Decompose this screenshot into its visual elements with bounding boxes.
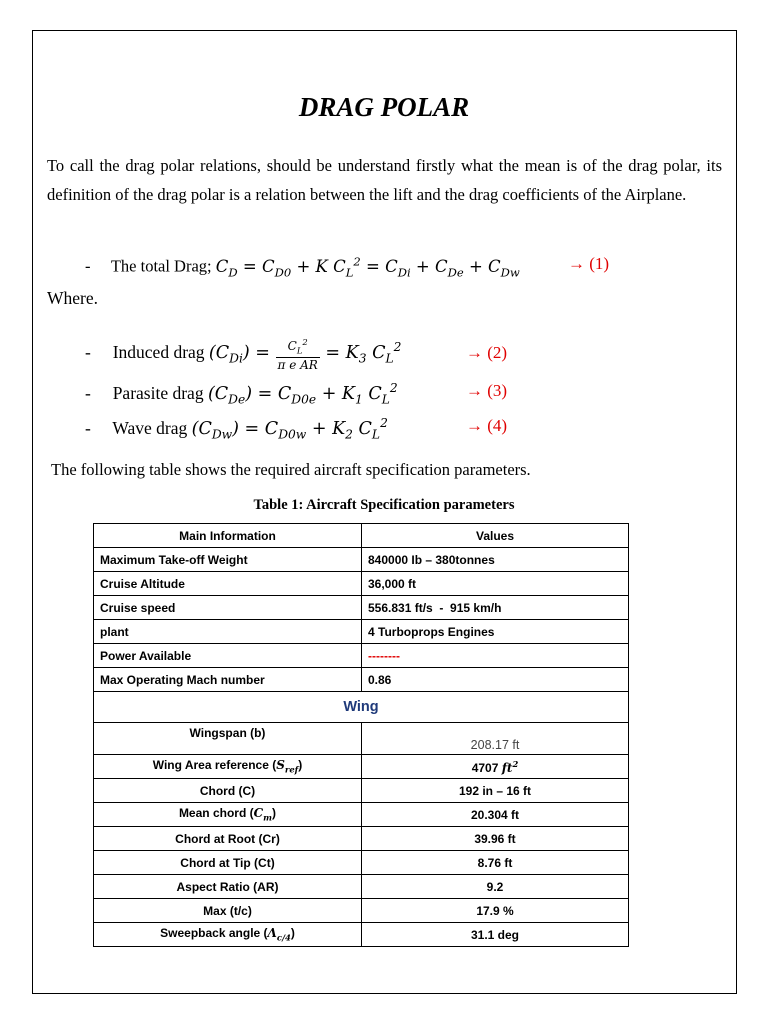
table-row <box>94 827 629 851</box>
equation-parasite-drag <box>85 381 398 406</box>
equation-label: The total Drag; <box>110 256 212 276</box>
equation-label: Parasite drag <box>112 382 204 403</box>
header-cell: Main Information <box>94 524 362 548</box>
table-row <box>94 596 629 620</box>
table-cell: Max Operating Mach number <box>94 668 362 692</box>
table-header-row <box>94 524 629 548</box>
table-cell: 39.96 ft <box>362 827 629 851</box>
equation-wave-drag <box>85 416 388 441</box>
table-cell: 8.76 ft <box>362 851 629 875</box>
formula: $(C_{Dw}) = C_{D0w} + K_2$ $C_L^2$ <box>191 416 388 442</box>
table-row <box>94 803 629 827</box>
table-cell: Sweepback angle $(\Lambda_{c/4})$ <box>94 923 362 947</box>
bullet: - <box>85 342 91 363</box>
table-caption: Table 1: Aircraft Specification parameters <box>253 497 515 513</box>
table-row <box>94 723 629 755</box>
bullet: - <box>85 256 91 276</box>
formula: $C_D = C_{D0} + K$ $C_L^2 = C_{Di} + C_{De} + C_{Dw}$ <box>215 254 520 279</box>
table-cell: Chord at Tip (Ct) <box>94 851 362 875</box>
table-cell: Maximum Take-off Weight <box>94 548 362 572</box>
intro-paragraph: To call the drag polar relations, should be understand firstly what the mean is of the drag polar, its definition of the drag polar is a relation between the lift and the drag coefficients of the Airplane. <box>47 156 722 204</box>
table-cell: 208.17 ft <box>362 723 629 755</box>
table-cell: 20.304 ft <box>362 803 629 827</box>
table-row <box>94 779 629 803</box>
equation-ref-4: → (4) <box>466 416 508 435</box>
table-cell: 0.86 <box>362 668 629 692</box>
table-row <box>94 620 629 644</box>
table-cell: 840000 Ib – 380tonnes <box>362 548 629 572</box>
table-cell: -------- <box>362 644 629 668</box>
formula: $(C_{De}) = C_{D0e} + K_1$ $C_L^2$ <box>207 381 398 407</box>
table-cell: Chord at Root (Cr) <box>94 827 362 851</box>
table-cell: Max (t/c) <box>94 899 362 923</box>
table-row <box>94 668 629 692</box>
table-cell: Wingspan (b) <box>94 723 362 755</box>
table-cell: 4 Turboprops Engines <box>362 620 629 644</box>
table-cell: Cruise speed <box>94 596 362 620</box>
table-cell: 17.9 % <box>362 899 629 923</box>
table-cell: Power Available <box>94 644 362 668</box>
table-cell: 36,000 ft <box>362 572 629 596</box>
table-cell: Aspect Ratio (AR) <box>94 875 362 899</box>
table-cell: 9.2 <box>362 875 629 899</box>
table-cell: 31.1 deg <box>362 923 629 947</box>
table-intro: The following table shows the required aircraft specification parameters. <box>51 460 531 479</box>
table-cell: Mean chord $(C_m)$ <box>94 803 362 827</box>
table-cell: Wing Area reference $(S_{ref})$ <box>94 755 362 779</box>
table-row <box>94 851 629 875</box>
where-label: Where. <box>47 288 99 308</box>
table-cell: Chord (C) <box>94 779 362 803</box>
bullet: - <box>85 417 91 438</box>
header-cell: Values <box>362 524 629 548</box>
table-row <box>94 572 629 596</box>
equation-induced-drag <box>85 335 401 372</box>
table-cell: Cruise Altitude <box>94 572 362 596</box>
formula: $(C_{Di})$ = $\frac{C_L^2}{\text{π e AR}}$ = $K_3$ $C_L^2$ <box>208 337 402 373</box>
spec-table <box>93 523 629 947</box>
bullet: - <box>85 382 91 403</box>
table-row <box>94 923 629 947</box>
table-row <box>94 899 629 923</box>
equation-label: Wave drag <box>112 417 188 438</box>
table-row <box>94 755 629 779</box>
equation-ref-3: → (3) <box>466 381 508 400</box>
table-cell: 192 in – 16 ft <box>362 779 629 803</box>
table-row <box>94 548 629 572</box>
table-row <box>94 644 629 668</box>
table-cell: 4707 $ft^2$ <box>362 755 629 779</box>
equation-label: Induced drag <box>112 342 205 363</box>
section-heading-wing: Wing <box>94 692 629 723</box>
equation-total-drag <box>85 254 520 279</box>
table-cell: 556.831 ft/s - 915 km/h <box>362 596 629 620</box>
page-title: DRAG POLAR <box>298 92 470 122</box>
table-cell: plant <box>94 620 362 644</box>
equation-ref-2: → (2) <box>466 343 508 362</box>
table-section-row <box>94 692 629 723</box>
table-row <box>94 875 629 899</box>
equation-ref-1: → (1) <box>568 254 610 273</box>
